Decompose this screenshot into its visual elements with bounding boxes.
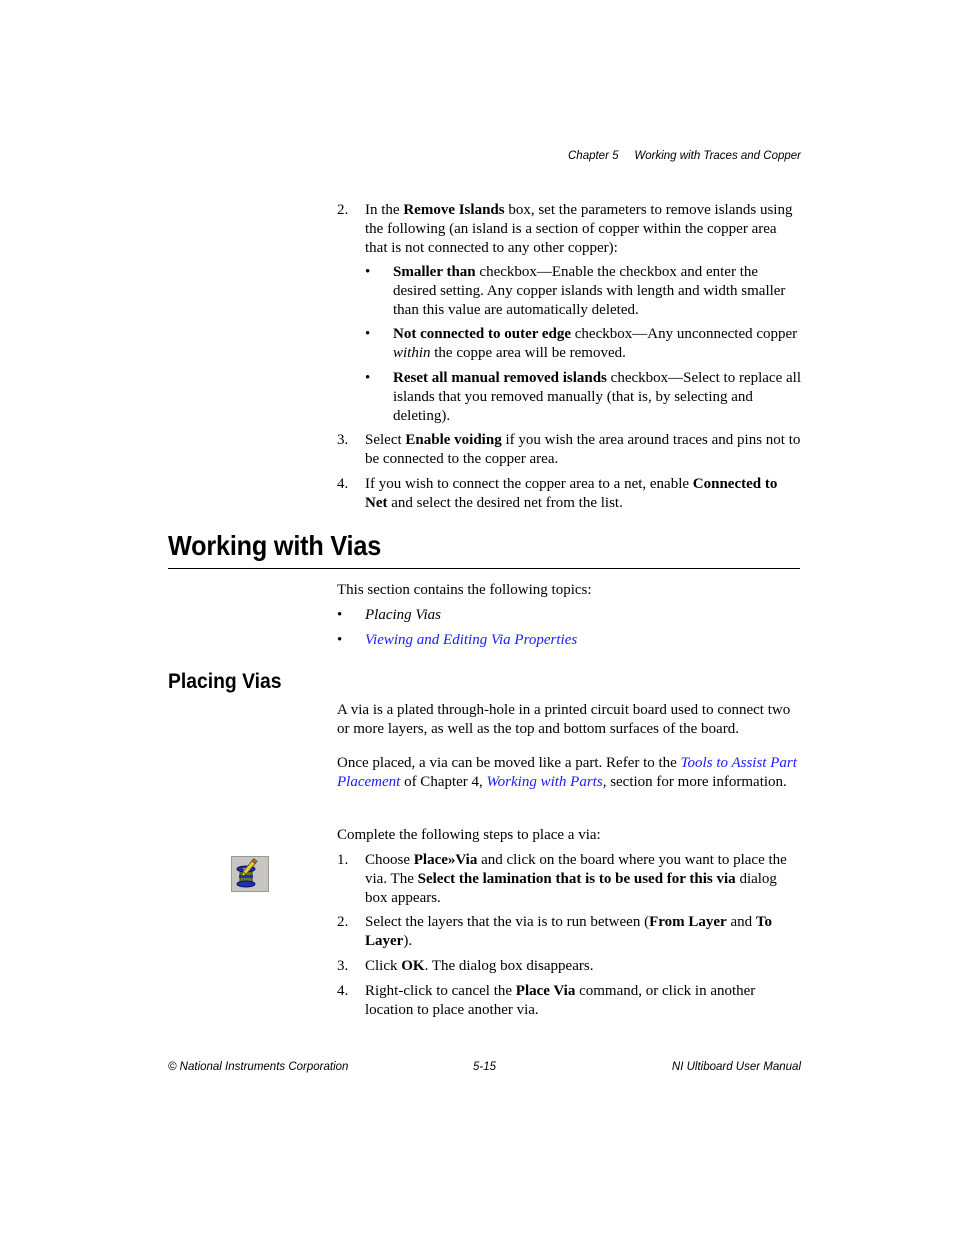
bullet-mark: • [365, 370, 371, 386]
ui-term: To Layer [365, 914, 773, 949]
text-run: the coppe area will be removed. [430, 345, 626, 361]
text-run: checkbox—Any unconnected copper [571, 326, 798, 342]
subsection-heading: Placing Vias [168, 670, 282, 693]
text-run: and select the desired net from the list. [387, 495, 623, 511]
text-run: Choose [365, 852, 414, 868]
topic-placing-vias: Placing Vias [365, 607, 441, 623]
place-via-icon-graphic [232, 857, 268, 891]
step-text [365, 957, 801, 976]
text-run: ). [403, 933, 413, 949]
ui-term: Smaller than [393, 264, 476, 280]
step-text [365, 851, 801, 908]
step-number: 4. [337, 983, 349, 999]
step-number: 2. [337, 202, 349, 218]
ui-term: Not connected to outer edge [393, 326, 572, 342]
ui-term: Remove Islands [403, 202, 505, 218]
step-text [365, 431, 801, 469]
topic-item [365, 631, 801, 650]
paragraph-via-definition: A via is a plated through-hole in a printed circuit board used to connect two or more layers, as well as the top and bottom surfaces of the board. [337, 702, 791, 737]
header-chapter: Chapter 5 [568, 150, 619, 162]
section-heading-rule [168, 568, 800, 569]
text-run: Select the layers that the via is to run between ( [365, 914, 650, 930]
topic-item [365, 606, 801, 625]
sub-bullet-text [393, 369, 801, 426]
step-number: 2. [337, 914, 349, 930]
link-tools-to-assist-part-placement[interactable]: Tools to Assist Part Placement [337, 755, 797, 790]
footer-page-number: 5-15 [473, 1061, 497, 1073]
link-working-with-parts[interactable]: Working with Parts [486, 774, 603, 790]
step-text [365, 201, 801, 258]
footer-manual-title: NI Ultiboard User Manual [671, 1061, 801, 1073]
place-via-icon [231, 856, 269, 892]
footer-copyright: © National Instruments Corporation [168, 1061, 349, 1073]
text-run: command, or click in another location to place another via. [365, 983, 756, 1018]
text-run: of Chapter 4, [400, 774, 487, 790]
step-number: 3. [337, 958, 349, 974]
text-run: checkbox—Enable the checkbox and enter the desired setting. Any copper islands with length and width smaller than this value are automatically deleted. [393, 264, 786, 318]
text-run: If you wish to connect the copper area to a net, enable [365, 476, 693, 492]
text-run: In the [365, 202, 404, 218]
link-viewing-editing-via-properties[interactable]: Viewing and Editing Via Properties [365, 632, 578, 648]
bullet-mark: • [365, 326, 371, 342]
bullet-mark: • [337, 607, 343, 623]
step-text [365, 982, 801, 1020]
ui-term: Enable voiding [405, 432, 502, 448]
text-run: Right-click to cancel the [365, 983, 516, 999]
text-run: checkbox—Select to replace all islands that you removed manually (that is, by selecting and deleting). [393, 370, 801, 424]
text-run: Click [365, 958, 402, 974]
sub-bullet-text [393, 325, 801, 363]
text-run: and [726, 914, 756, 930]
paragraph-moving-vias [337, 754, 801, 792]
ui-term: Connected to Net [365, 476, 778, 511]
dialog-name: Select the lamination that is to be used for this via [417, 871, 736, 887]
text-run: Once placed, a via can be moved like a part. Refer to the [337, 755, 681, 771]
text-run: Select [365, 432, 406, 448]
step-text [365, 475, 801, 513]
text-run: if you wish the area around traces and pins not to be connected to the copper area. [365, 432, 801, 467]
menu-path: Place»Via [413, 852, 478, 868]
ui-term: OK [401, 958, 425, 974]
bullet-mark: • [337, 632, 343, 648]
section-intro: This section contains the following topics: [337, 582, 592, 598]
text-run: dialog box appears. [365, 871, 777, 906]
step-number: 1. [337, 852, 349, 868]
ui-term: From Layer [649, 914, 727, 930]
header-chapter-title: Working with Traces and Copper [634, 150, 801, 162]
text-run: , section for more information. [602, 774, 787, 790]
section-heading: Working with Vias [168, 530, 382, 561]
step-text [365, 913, 801, 951]
ui-term: Reset all manual removed islands [393, 370, 607, 386]
text-run: and click on the board where you want to place the via. The [365, 852, 787, 887]
sub-bullet-text [393, 263, 801, 320]
bullet-mark: • [365, 264, 371, 280]
ui-term: Place Via [515, 983, 576, 999]
text-run: box, set the parameters to remove islands using the following (an island is a section of copper within the copper area that is not connected to any other copper): [365, 202, 793, 256]
step-number: 4. [337, 476, 349, 492]
paragraph-steps-intro: Complete the following steps to place a via: [337, 827, 601, 843]
emphasis: within [393, 345, 431, 361]
step-number: 3. [337, 432, 349, 448]
text-run: . The dialog box disappears. [424, 958, 594, 974]
